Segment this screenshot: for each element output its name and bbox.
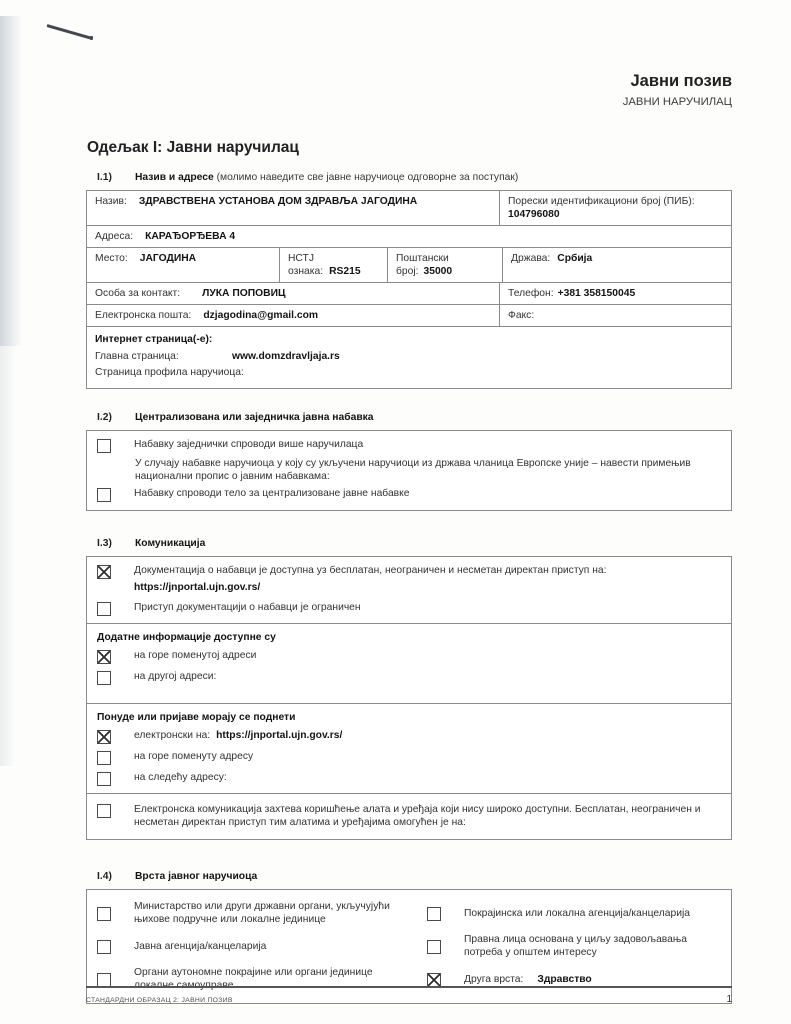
checkbox-submit-electronic[interactable]	[97, 730, 111, 744]
eu-note: У случају набавке наручиоца у коју су укључени наручиоци из држава чланица Европске уније – навести примењив национални пропис о јавним набавкама:	[135, 457, 691, 482]
pib-label: Порески идентификациони број (ПИБ):	[508, 196, 695, 207]
option-row	[87, 647, 731, 666]
document-content	[86, 0, 732, 1004]
internet-label: Интернет страница(-е):	[95, 334, 213, 345]
option-label: Покрајинска или локална агенција/канцеларија	[464, 907, 690, 919]
option-row	[87, 436, 731, 455]
checkbox-submit-above-address[interactable]	[97, 751, 111, 765]
authority-table	[86, 190, 732, 389]
checkbox-ministry[interactable]	[97, 907, 111, 921]
option-row	[87, 727, 731, 746]
item-i1-number: I.1)	[97, 172, 112, 183]
contact-label: Особа за контакт:	[95, 288, 181, 299]
postal-label: Поштански број:	[396, 253, 449, 277]
option-row	[425, 897, 731, 930]
checkbox-docs-restricted[interactable]	[97, 602, 111, 616]
name-label: Назив:	[95, 196, 127, 207]
checkbox-other-type[interactable]	[427, 973, 441, 987]
docs-portal-url[interactable]: https://jnportal.ujn.gov.rs/	[134, 581, 261, 593]
submit-portal-url[interactable]: https://jnportal.ujn.gov.rs/	[216, 729, 343, 741]
checkbox-legal-entities[interactable]	[427, 940, 441, 954]
checkbox-docs-free-access[interactable]	[97, 565, 111, 579]
option-row	[87, 668, 731, 687]
option-row	[87, 930, 425, 963]
option-row	[87, 485, 731, 504]
item-i4-number: I.4)	[97, 870, 112, 882]
address-label: Адреса:	[95, 231, 134, 242]
option-label: Министарство или други државни органи, укључујући њихове подручне или локалне јединице	[134, 901, 390, 925]
option-row	[87, 748, 731, 767]
address-value: КАРАЂОРЂЕВА 4	[145, 231, 236, 242]
option-label: Органи аутономне покрајине или органи јединице локалне самоуправе	[134, 967, 373, 991]
option-label: Приступ документацији о набавци је ограничен	[134, 601, 361, 613]
nuts-label: НСТЈ ознака:	[288, 253, 324, 277]
profile-page-label: Страница профила наручиоца:	[95, 367, 244, 378]
table-row	[87, 247, 731, 282]
additional-info-segment	[87, 623, 731, 703]
option-label: Јавна агенција/канцеларија	[134, 940, 267, 952]
nuts-value: RS215	[329, 266, 361, 277]
offers-segment	[87, 703, 731, 793]
option-label: на горе поменуту адресу	[134, 750, 254, 762]
item-i1-heading	[86, 171, 732, 184]
item-i3-heading	[86, 537, 732, 550]
item-i3-number: I.3)	[97, 537, 112, 549]
checkbox-joint-procurement[interactable]	[97, 439, 111, 453]
additional-info-header: Додатне информације доступне су	[97, 631, 276, 643]
main-page-label: Главна страница:	[95, 350, 179, 362]
table-row	[87, 191, 731, 225]
pib-value: 104796080	[508, 209, 560, 220]
table-row	[87, 282, 731, 304]
contact-value: ЛУКА ПОПОВИЦ	[202, 288, 286, 299]
city-value: ЈАГОДИНА	[139, 253, 197, 264]
checkbox-central-body[interactable]	[97, 488, 111, 502]
checkbox-info-above-address[interactable]	[97, 650, 111, 664]
email-value[interactable]: dzjagodina@gmail.com	[203, 310, 319, 321]
table-row	[87, 326, 731, 388]
item-i3-title: Комуникација	[135, 537, 206, 549]
main-page-url[interactable]: www.domzdravljaja.rs	[232, 350, 340, 362]
phone-value: +381 358150045	[557, 288, 636, 299]
option-row	[87, 599, 731, 618]
item-i2-number: I.2)	[97, 411, 112, 423]
country-label: Држава:	[511, 253, 551, 264]
checkbox-provincial-local-agency[interactable]	[427, 907, 441, 921]
documentation-segment	[87, 557, 731, 623]
document-subtitle: ЈАВНИ НАРУЧИЛАЦ	[622, 96, 732, 108]
item-i1-note: (молимо наведите све јавне наручиоце одговорне за поступак)	[216, 172, 519, 183]
name-value: ЗДРАВСТВЕНА УСТАНОВА ДОМ ЗДРАВЉА ЈАГОДИНА	[138, 196, 418, 207]
checkbox-submit-following-address[interactable]	[97, 772, 111, 786]
option-label: Набавку спроводи тело за централизоване јавне набавке	[134, 487, 410, 499]
footer-page-number: 1	[726, 994, 732, 1005]
item-i2-heading	[86, 411, 732, 424]
other-type-value: Здравство	[537, 973, 592, 985]
option-label: Правна лица основана у циљу задовољавања потреба у општем интересу	[464, 934, 687, 958]
central-procurement-table	[86, 430, 732, 511]
checkbox-info-other-address[interactable]	[97, 671, 111, 685]
email-label: Електронска пошта:	[95, 310, 192, 321]
option-label: на следећу адресу:	[134, 771, 227, 783]
item-i4-title: Врста јавног наручиоца	[135, 870, 258, 882]
checkbox-public-agency[interactable]	[97, 940, 111, 954]
footer-form-name: СТАНДАРДНИ ОБРАЗАЦ 2: ЈАВНИ ПОЗИВ	[86, 997, 233, 1004]
option-label: Документација о набавци је доступна уз бесплатан, неограничен и несметан директан приступ на:	[134, 564, 607, 576]
item-i2-title: Централизована или заједничка јавна набавка	[135, 411, 374, 423]
tools-segment	[87, 793, 731, 839]
option-label: електронски на:	[134, 729, 211, 741]
page-footer	[86, 986, 732, 1007]
section-heading: Одељак I: Јавни наручилац	[87, 139, 299, 156]
document-header	[86, 72, 732, 109]
option-label: Електронска комуникација захтева коришћење алата и уређаја који нису широко доступни. Бесплатан, неограничен и несметан директан приступ тим алатима и уређајима омогућен је на:	[134, 803, 701, 828]
option-row	[87, 897, 425, 930]
phone-label: Телефон:	[508, 288, 554, 299]
scan-edge-artifact	[0, 16, 22, 346]
table-row	[87, 225, 731, 247]
country-value: Србија	[557, 253, 593, 264]
city-label: Место:	[95, 253, 128, 264]
checkbox-electronic-tools[interactable]	[97, 804, 111, 818]
option-label: Набавку заједнички спроводи више наручилаца	[134, 438, 364, 450]
fax-label: Факс:	[508, 310, 535, 321]
table-row	[87, 304, 731, 326]
communication-table	[86, 556, 732, 840]
other-type-label: Друга врста:	[464, 973, 524, 985]
document-title: Јавни позив	[630, 72, 732, 90]
option-label: на горе поменутој адреси	[134, 649, 257, 661]
postal-value: 35000	[423, 266, 453, 277]
option-row	[87, 562, 731, 596]
scan-edge-artifact	[0, 346, 16, 766]
option-row	[425, 930, 731, 963]
item-i4-heading	[86, 870, 732, 883]
option-row	[87, 769, 731, 788]
checkbox-autonomous-province[interactable]	[97, 973, 111, 987]
item-i1-title: Назив и адресе	[135, 172, 214, 183]
option-row	[87, 801, 731, 831]
offers-header: Понуде или пријаве морају се поднети	[97, 711, 296, 723]
option-label: на другој адреси:	[134, 670, 217, 682]
